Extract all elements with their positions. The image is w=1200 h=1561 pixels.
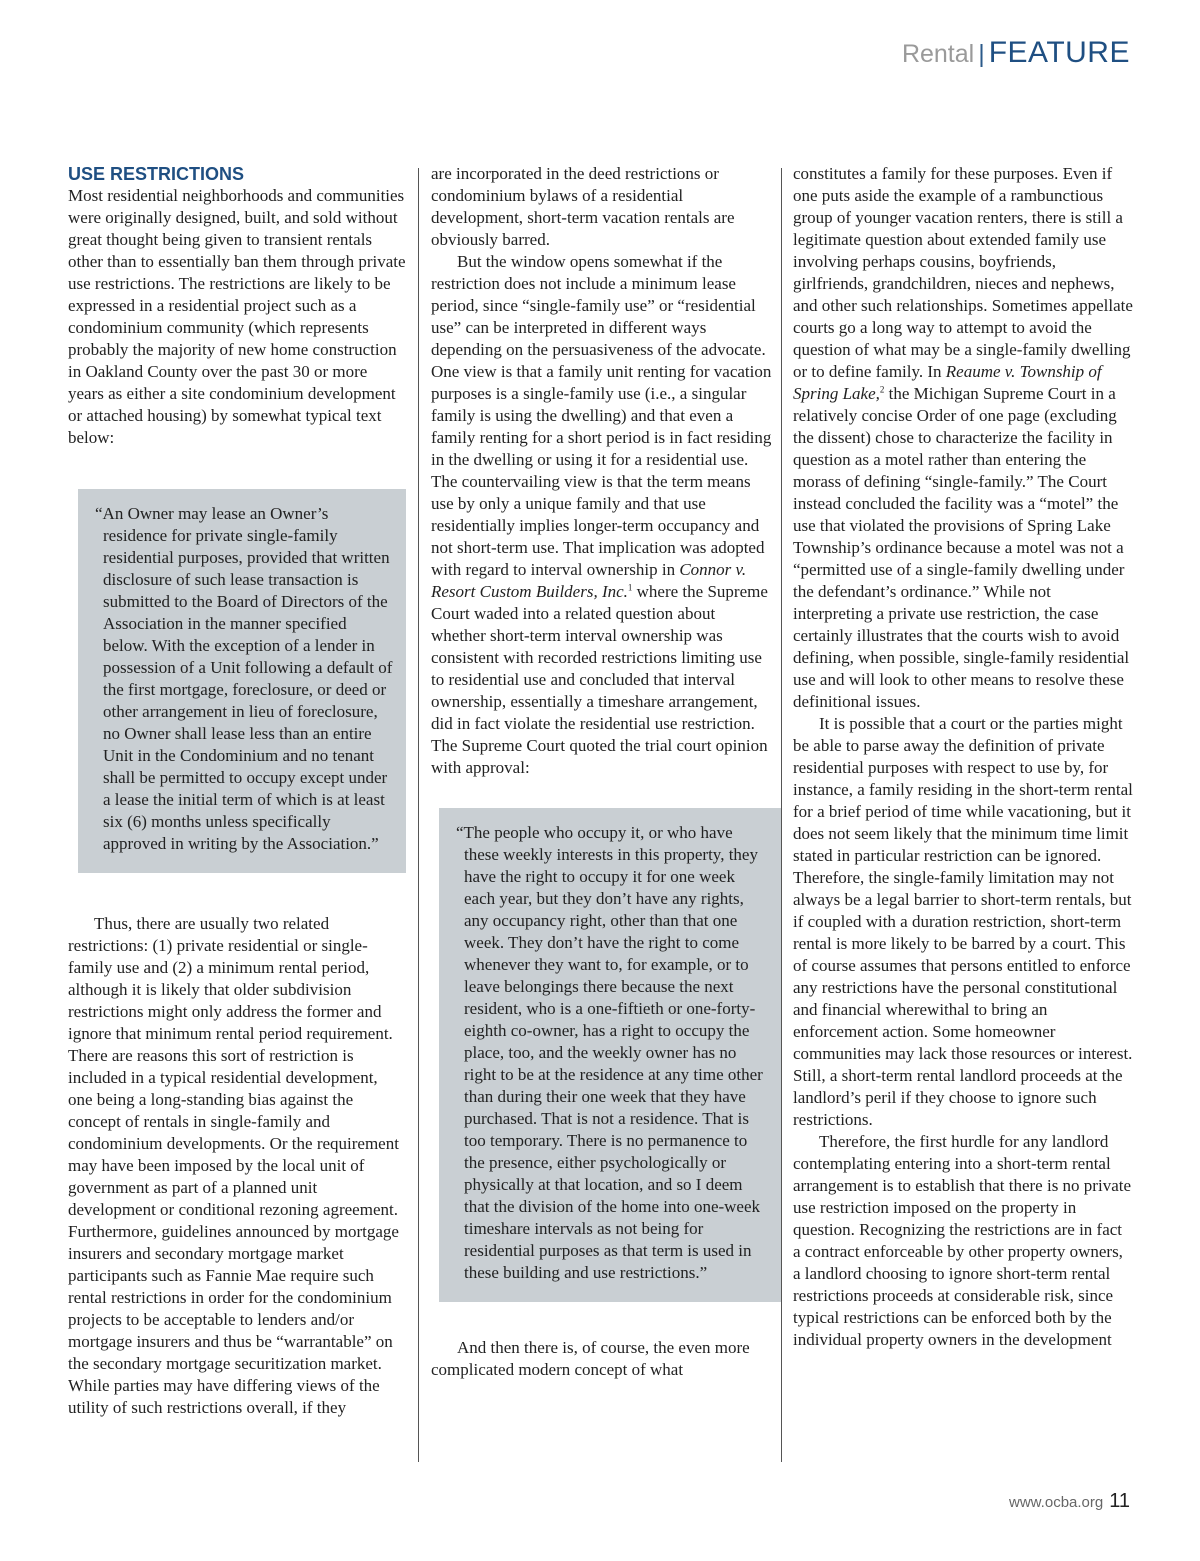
feature-label: FEATURE (988, 36, 1130, 69)
column-3 (793, 163, 1133, 1351)
paragraph-text: But the window opens somewhat if the restriction does not include a minimum lease period, since “single-family use” or “residential use” can be interpreted in different ways depending on the persuasiveness of the advocate. One view is that a family unit renting for vacation purposes is a single-family use (i.e., a singular family is using the dwelling) and that even a family renting for a short period is in fact residing in the dwelling or using it for a residential use. The countervailing view is that the term means use by only a unique family and that use residentially implies longer-term occupancy and not short-term use. That implication was adopted with regard to interval ownership in (431, 252, 772, 579)
paragraph: are incorporated in the deed restrictions or condominium bylaws of a residential development, short-term vacation rentals are obviously barred. (431, 164, 735, 249)
paragraph: Therefore, the first hurdle for any landlord contemplating entering into a short-term rental arrangement is to establish that there is no private use restriction imposed on the property in question. Recognizing the restrictions are in fact a contract enforceable by other property owners, a landlord choosing to ignore short-term rental restrictions proceeds at considerable risk, since typical restrictions can be enforced both by the individual property owners in the development (793, 1132, 1132, 1349)
quote-text: “An Owner may lease an Owner’s residence for private single-family residential purposes, provided that written disclosure of such lease transaction is submitted to the Board of Directors of the Association in the manner specified below. With the exception of a lender in possession of a Unit following a default of the first mortgage, foreclosure, or deed or other arrangement in lieu of foreclosure, no Owner shall lease less than an entire Unit in the Condominium and no tenant shall be permitted to occupy except under a lease the initial term of which is at least six (6) months unless specifically approved in writing by the Association.” (95, 504, 393, 853)
paragraph: Most residential neighborhoods and communities were originally designed, built, and sold without great thought being given to transient rentals other than to essentially ban them through private use restrictions. The restrictions are likely to be expressed in a residential project such as a condominium community (which represents probably the majority of new home construction in Oakland County over the past 30 or more years as either a site condominium development or attached housing) by somewhat typical text below: (68, 186, 406, 447)
block-quote-bylaw (78, 489, 406, 873)
paragraph-text: constitutes a family for these purposes. Even if one puts aside the example of a rambunctious group of younger vacation renters, there is still a legitimate question about extended family use involving perhaps cousins, boyfriends, girlfriends, grandchildren, nieces and nephews, and other such relationships. Sometimes appellate courts go a long way to attempt to avoid the question of what may be a single-family dwelling or to define family. In (793, 164, 1133, 381)
case-citation: Reaume v. Township of Spring Lake, (793, 362, 1102, 403)
footnote-ref: 1 (627, 582, 633, 593)
paragraph (431, 251, 773, 779)
header-separator: | (978, 40, 985, 68)
column-2 (431, 163, 773, 1381)
running-header (902, 36, 1130, 70)
website-url: www.ocba.org (1009, 1494, 1104, 1511)
page-footer (1009, 1490, 1130, 1513)
paragraph-text: the Michigan Supreme Court in a relatively concise Order of one page (excluding the dissent) chose to characterize the facility in question as a motel rather than entering the morass of defining “single-family.” The Court instead concluded the facility was a “motel” the use that violated the provisions of Spring Lake Township’s ordinance because a motel was not a “permitted use of a single-family dwelling under the defendant’s ordinance.” While not interpreting a private use restriction, the case certainly illustrates that the courts wish to avoid defining, when possible, single-family residential use and will look to other means to resolve these definitional issues. (793, 384, 1130, 711)
footnote-ref: 2 (879, 384, 885, 395)
column-rule-1 (418, 168, 419, 1462)
paragraph (793, 163, 1133, 713)
case-citation: Connor v. Resort Custom Builders, Inc. (431, 560, 747, 601)
section-heading: USE RESTRICTIONS (68, 164, 245, 184)
page-number: 11 (1109, 1490, 1130, 1512)
paragraph-text: where the Supreme Court waded into a related question about whether short-term interval ownership was consistent with recorded restrictions limiting use to residential use and concluded that interval ownership, essentially a timeshare arrangement, did in fact violate the residential use restriction. The Supreme Court quoted the trial court opinion with approval: (431, 582, 768, 777)
paragraph: Thus, there are usually two related restrictions: (1) private residential or single-family use and (2) a minimum rental period, although it is likely that older subdivision restrictions might only address the former and ignore that minimum rental period requirement. There are reasons this sort of restriction is included in a typical residential development, one being a long-standing bias against the concept of rentals in single-family and condominium developments. Or the requirement may have been imposed by the local unit of government as part of a planned unit development or conditional rezoning agreement. Furthermore, guidelines announced by mortgage insurers and secondary mortgage market participants such as Fannie Mae require such rental restrictions in order for the condominium projects to be acceptable to lenders and/or mortgage insurers and thus be “warrantable” on the secondary mortgage securitization market. While parties may have differing views of the utility of such restrictions overall, if they (68, 914, 399, 1417)
section-label: Rental (901, 40, 975, 68)
paragraph: And then there is, of course, the even more complicated modern concept of what (431, 1338, 750, 1379)
column-1 (68, 163, 406, 1419)
quote-text: “The people who occupy it, or who have these weekly interests in this property, they have the right to occupy it for one week each year, but they don’t have any rights, any occupancy right, other than that one week. They don’t have the right to come whenever they want to, for example, or to leave belongings there because the next resident, who is a one-fiftieth or one-forty-eighth co-owner, has a right to occupy the place, too, and the weekly owner has no right to be at the residence at any time other than during their one week that they have purchased. That is not a residence. That is too temporary. There is no permanence to the presence, either psychologically or physically at that location, and so I deem that the division of the home into one-week timeshare intervals as not being for residential purposes as that term is used in these building and use restrictions.” (456, 823, 763, 1282)
paragraph: It is possible that a court or the parties might be able to parse away the definition of private residential purposes with respect to use by, for instance, a family residing in the short-term rental for a brief period of time while vacationing, but it does not seem likely that the minimum time limit stated in particular restriction can be ignored. Therefore, the single-family limitation may not always be a legal barrier to short-term rentals, but if coupled with a duration restriction, short-term rental is more likely to be barred by a court. This of course assumes that persons entitled to enforce any restrictions have the personal constitutional and financial wherewithal to bring an enforcement action. Some homeowner communities may lack those resources or interest. Still, a short-term rental landlord proceeds at the landlord’s peril if they choose to ignore such restrictions. (793, 714, 1133, 1129)
block-quote-trial-court (439, 808, 781, 1302)
column-rule-2 (781, 168, 782, 1462)
